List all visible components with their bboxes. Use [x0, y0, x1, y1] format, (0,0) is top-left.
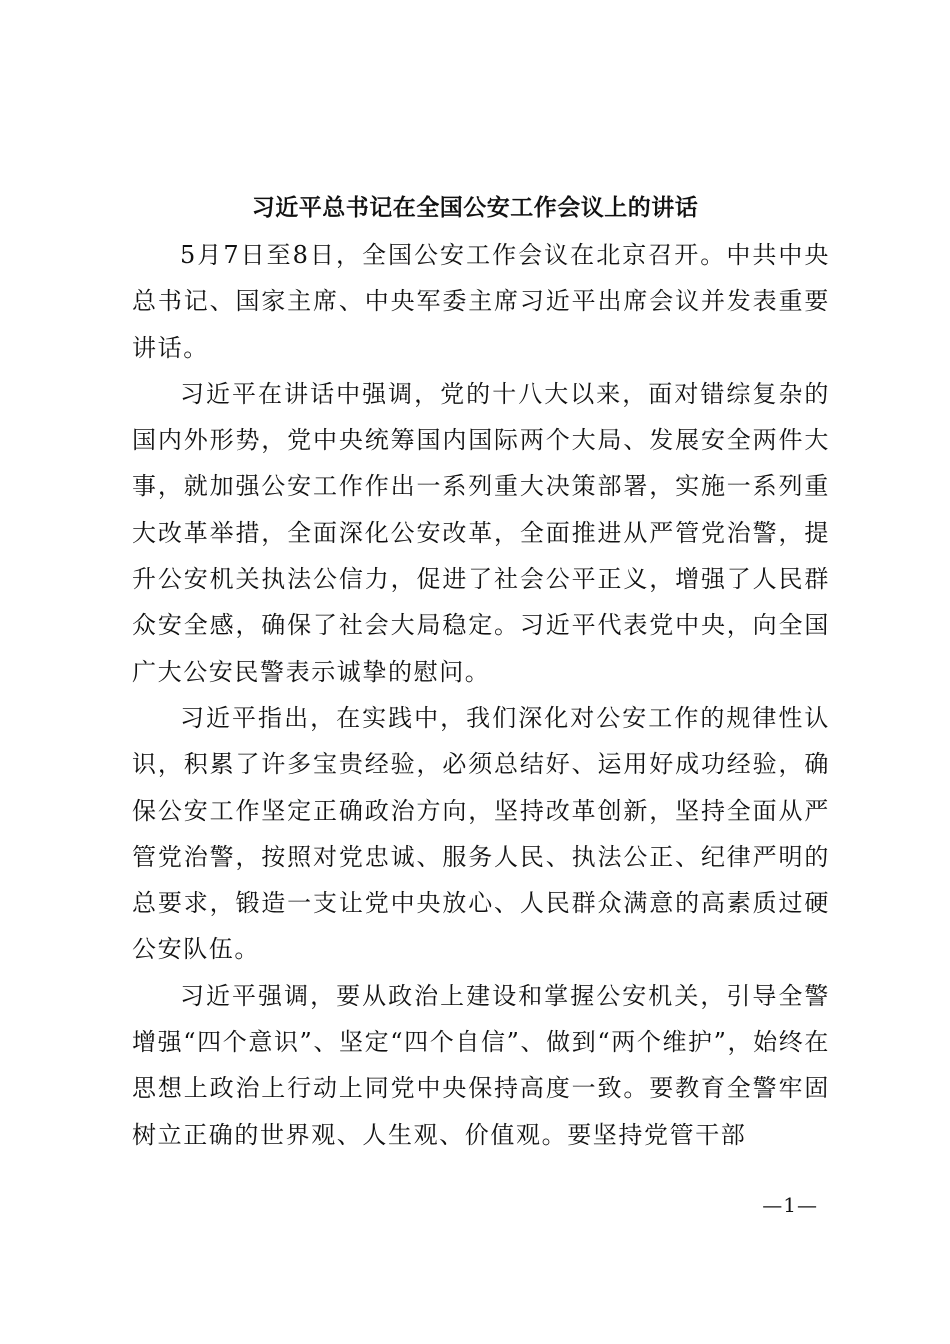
paragraph-meeting-intro: 5月7日至8日，全国公安工作会议在北京召开。中共中央总书记、国家主席、中央军委主席习近平出席会议并发表重要讲话。 — [132, 241, 830, 362]
document-title: 习近平总书记在全国公安工作会议上的讲话 — [251, 194, 699, 221]
paragraph-speech-emphasis: 习近平在讲话中强调，党的十八大以来，面对错综复杂的国内外形势，党中央统筹国内国际两个大局、发展安全两件大事，就加强公安工作作出一系列重大决策部署，实施一系列重大改革举措，全面深化公安改革，全面推进从严管党治警，提升公安机关执法公信力，促进了社会公平正义，增强了人民群众安全感，确保了社会大局稳定。习近平代表党中央，向全国广大公安民警表示诚挚的慰问。 — [132, 379, 830, 686]
paragraph-practice-experience: 习近平指出，在实践中，我们深化对公安工作的规律性认识，积累了许多宝贵经验，必须总结好、运用好成功经验，确保公安工作坚定正确政治方向，坚持改革创新，坚持全面从严管党治警，按照对党忠诚、服务人民、执法公正、纪律严明的总要求，锻造一支让党中央放心、人民群众满意的高素质过硬公安队伍。 — [132, 703, 830, 964]
page-number: —1— — [762, 1193, 818, 1217]
document-body — [132, 232, 830, 1158]
paragraph-political-building: 习近平强调，要从政治上建设和掌握公安机关，引导全警增强“四个意识”、坚定“四个自信”、做到“两个维护”，始终在思想上政治上行动上同党中央保持高度一致。要教育全警牢固树立正确的世界观、人生观、价值观。要坚持党管干部 — [132, 981, 830, 1149]
